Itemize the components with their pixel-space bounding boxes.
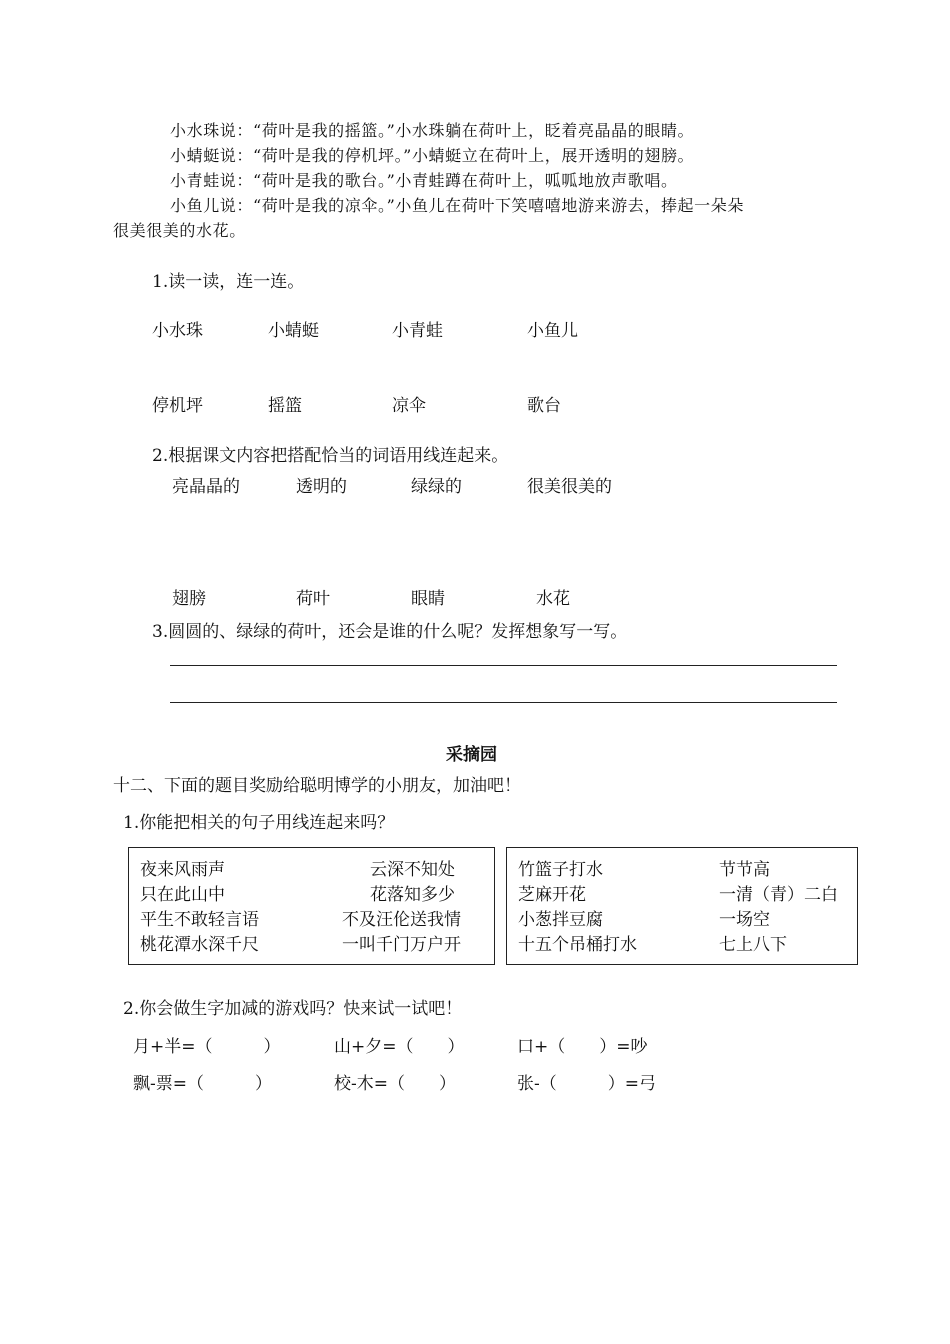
q1-bottom-word-4: 歌台 [527, 396, 561, 416]
q2-bottom-word-4: 水花 [536, 589, 570, 609]
q2-bottom-word-3: 眼睛 [411, 589, 445, 609]
idiom-right-3: 一场空 [719, 910, 770, 930]
q1-bottom-word-1: 停机坪 [152, 396, 203, 416]
exercise-1-title: 1.你能把相关的句子用线连起来吗？ [123, 813, 395, 833]
q2-top-word-2: 透明的 [296, 477, 347, 497]
q1-top-word-1: 小水珠 [152, 321, 203, 341]
passage-line-1: 小水珠说：“荷叶是我的摇篮。”小水珠躺在荷叶上，眨着亮晶晶的眼睛。 [170, 121, 695, 140]
poem-left-2: 只在此山中 [140, 885, 225, 905]
question-3-title: 3.圆圆的、绿绿的荷叶，还会是谁的什么呢？发挥想象写一写。 [152, 622, 628, 642]
passage-line-5: 很美很美的水花。 [113, 221, 246, 240]
idiom-right-4: 七上八下 [719, 935, 787, 955]
poem-right-3: 不及汪伦送我情 [342, 910, 461, 930]
idiom-left-4: 十五个吊桶打水 [518, 935, 637, 955]
char-puzzle-2[interactable]: 山+夕=（ ） [334, 1037, 465, 1057]
answer-line-1[interactable] [170, 665, 837, 666]
idiom-left-1: 竹篮子打水 [518, 860, 603, 880]
char-puzzle-1[interactable]: 月+半=（ ） [133, 1037, 281, 1057]
q2-top-word-3: 绿绿的 [411, 477, 462, 497]
char-puzzle-4[interactable]: 飘-票=（ ） [133, 1074, 272, 1094]
question-1-title: 1.读一读，连一连。 [152, 272, 305, 292]
poem-left-4: 桃花潭水深千尺 [140, 935, 259, 955]
idiom-right-1: 节节高 [719, 860, 770, 880]
passage-line-2: 小蜻蜓说：“荷叶是我的停机坪。”小蜻蜓立在荷叶上，展开透明的翅膀。 [170, 146, 695, 165]
exercise-2-title: 2.你会做生字加减的游戏吗？快来试一试吧！ [123, 999, 463, 1019]
q2-bottom-word-2: 荷叶 [296, 589, 330, 609]
q1-bottom-word-2: 摇篮 [268, 396, 302, 416]
passage-line-4: 小鱼儿说：“荷叶是我的凉伞。”小鱼儿在荷叶下笑嘻嘻地游来游去，捧起一朵朵 [170, 196, 744, 215]
q2-top-word-4: 很美很美的 [527, 477, 612, 497]
char-puzzle-3[interactable]: 口+（ ）=吵 [517, 1037, 648, 1057]
idiom-left-2: 芝麻开花 [518, 885, 586, 905]
poem-right-1: 云深不知处 [370, 860, 455, 880]
poem-right-4: 一叫千门万户开 [342, 935, 461, 955]
section-title: 采摘园 [446, 745, 497, 765]
idiom-right-2: 一清（青）二白 [719, 885, 838, 905]
q1-top-word-4: 小鱼儿 [527, 321, 578, 341]
q1-top-word-2: 小蜻蜓 [268, 321, 319, 341]
poem-left-1: 夜来风雨声 [140, 860, 225, 880]
q1-top-word-3: 小青蛙 [392, 321, 443, 341]
char-puzzle-6[interactable]: 张-（ ）=弓 [517, 1074, 656, 1094]
poem-left-3: 平生不敢轻言语 [140, 910, 259, 930]
section-heading: 十二、下面的题目奖励给聪明博学的小朋友，加油吧！ [113, 776, 521, 796]
poem-right-2: 花落知多少 [370, 885, 455, 905]
q2-top-word-1: 亮晶晶的 [172, 477, 240, 497]
q1-bottom-word-3: 凉伞 [392, 396, 426, 416]
idiom-left-3: 小葱拌豆腐 [518, 910, 603, 930]
char-puzzle-5[interactable]: 校-木=（ ） [334, 1074, 456, 1094]
answer-line-2[interactable] [170, 702, 837, 703]
question-2-title: 2.根据课文内容把搭配恰当的词语用线连起来。 [152, 446, 509, 466]
passage-line-3: 小青蛙说：“荷叶是我的歌台。”小青蛙蹲在荷叶上，呱呱地放声歌唱。 [170, 171, 678, 190]
q2-bottom-word-1: 翅膀 [172, 589, 206, 609]
